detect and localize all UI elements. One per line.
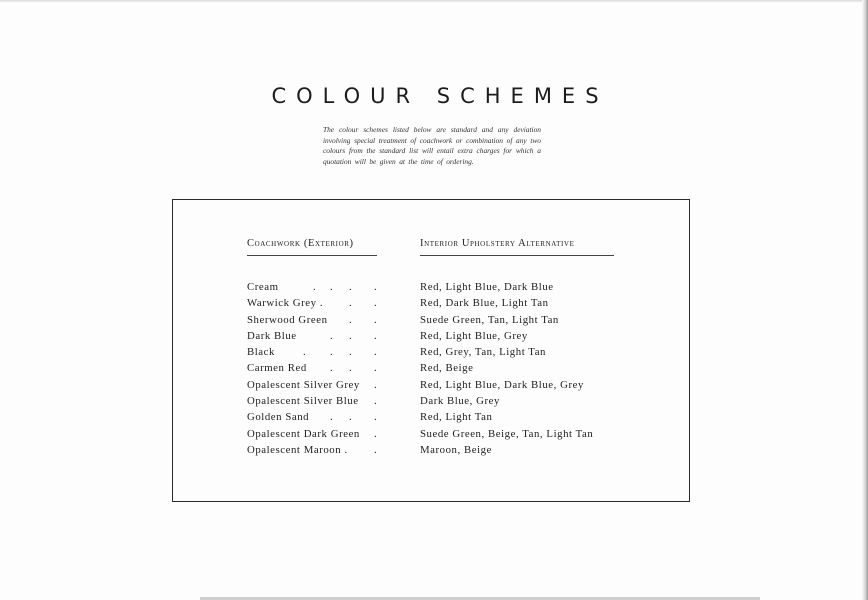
interior-options: Red, Light Blue, Grey [420, 329, 528, 342]
exterior-colour: Carmen Red [247, 362, 307, 375]
exterior-colour: Sherwood Green [247, 313, 328, 326]
intro-paragraph: The colour schemes listed below are standard and any deviation involving special treatment of coachwork or combination of any two colours from the standard list will entail extra charges for which a quotation will be given at the time of ordering. [323, 125, 541, 167]
page-title: COLOUR SCHEMES [271, 84, 609, 108]
exterior-colour: Opalescent Silver Grey [247, 378, 360, 391]
table-row [247, 395, 627, 411]
header-rule-left [247, 255, 377, 256]
exterior-colour: Opalescent Dark Green [247, 427, 360, 440]
leader-dots: . [374, 427, 378, 440]
leader-dots: . [374, 443, 378, 456]
exterior-colour: Warwick Grey . [247, 297, 324, 310]
table-row [247, 411, 627, 427]
interior-options: Red, Light Blue, Dark Blue, Grey [420, 378, 584, 391]
interior-options: Red, Dark Blue, Light Tan [420, 297, 549, 310]
table-row [247, 330, 627, 346]
interior-options: Red, Beige [420, 362, 474, 375]
interior-options: Maroon, Beige [420, 443, 492, 456]
interior-options: Red, Light Tan [420, 411, 493, 424]
table-row [247, 281, 627, 297]
table-row [247, 379, 627, 395]
interior-options: Suede Green, Beige, Tan, Light Tan [420, 427, 594, 440]
leader-dots: . . . [330, 362, 378, 375]
interior-options: Red, Grey, Tan, Light Tan [420, 346, 546, 359]
leader-dots: . . [349, 313, 378, 326]
interior-options: Dark Blue, Grey [420, 395, 500, 408]
leader-dots: . . . [330, 329, 378, 342]
header-rule-right [420, 255, 614, 256]
exterior-colour: Golden Sand [247, 411, 310, 424]
leader-dots: . . . . [303, 346, 378, 359]
exterior-colour: Opalescent Maroon . [247, 443, 348, 456]
leader-dots: . . [349, 297, 378, 310]
colour-scheme-list [247, 281, 627, 460]
interior-options: Suede Green, Tan, Light Tan [420, 313, 559, 326]
leader-dots: . . . [330, 411, 378, 424]
table-row [247, 297, 627, 313]
leader-dots: . [374, 378, 378, 391]
table-row [247, 428, 627, 444]
exterior-colour: Cream [247, 281, 279, 293]
exterior-colour: Opalescent Silver Blue [247, 395, 359, 408]
exterior-colour: Black [247, 346, 275, 359]
exterior-colour: Dark Blue [247, 329, 297, 342]
leader-dots: . [374, 395, 378, 408]
table-row [247, 444, 627, 460]
table-row [247, 346, 627, 362]
table-row [247, 362, 627, 378]
page-edge-top [0, 0, 868, 3]
table-row [247, 314, 627, 330]
interior-options: Red, Light Blue, Dark Blue [420, 281, 554, 293]
header-interior: Interior Upholstery Alternative [420, 238, 575, 249]
header-coachwork: Coachwork (Exterior) [247, 238, 354, 249]
leader-dots: . . . . [313, 281, 378, 293]
